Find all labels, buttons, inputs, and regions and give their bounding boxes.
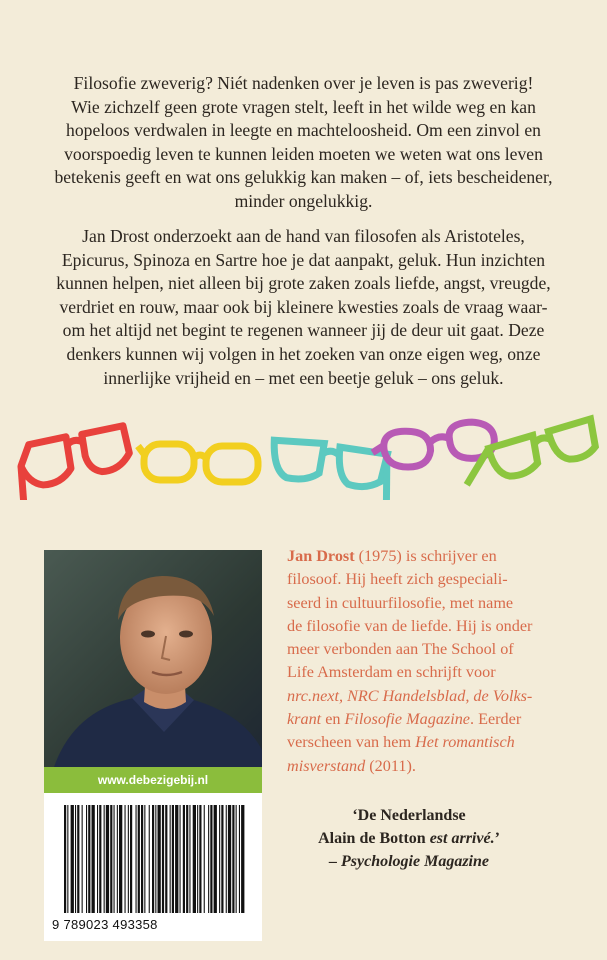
barcode-bar bbox=[158, 805, 161, 913]
glasses-red bbox=[14, 425, 134, 500]
barcode-bar bbox=[138, 805, 140, 913]
barcode-bar bbox=[208, 805, 209, 913]
glasses-yellow bbox=[138, 444, 258, 482]
barcode-bar bbox=[172, 805, 174, 913]
barcode-bar bbox=[241, 805, 244, 913]
bio-text: en bbox=[321, 710, 345, 729]
barcode-bar bbox=[183, 805, 185, 913]
barcode-bar bbox=[144, 805, 145, 913]
barcode-bar bbox=[75, 805, 76, 913]
barcode-bar bbox=[128, 805, 129, 913]
barcode-bar bbox=[189, 805, 190, 913]
barcode-bar bbox=[165, 805, 167, 913]
barcode-bar bbox=[99, 805, 101, 913]
quote-line: ‘De Nederlandse bbox=[352, 807, 466, 824]
author-portrait-image bbox=[44, 550, 262, 767]
bio-line: nrc.next, NRC Handelsblad, de Volks- bbox=[287, 686, 533, 705]
barcode-bar bbox=[130, 805, 132, 913]
blurb-line: innerlijke vrijheid en – met een beetje geluk – ons geluk. bbox=[103, 367, 504, 388]
barcode-bar bbox=[180, 805, 181, 913]
blurb-line: Epicurus, Spinoza en Sartre hoe je dat aanpakt, geluk. Hun inzichten bbox=[61, 249, 546, 270]
blurb-paragraph-1 bbox=[48, 72, 559, 214]
barcode-bar bbox=[162, 805, 164, 913]
barcode-bar bbox=[232, 805, 234, 913]
review-quote bbox=[287, 804, 531, 873]
barcode-bar bbox=[92, 805, 95, 913]
blurb-paragraph-2 bbox=[48, 225, 559, 390]
barcode-bar bbox=[236, 805, 237, 913]
barcode-bar bbox=[82, 805, 83, 913]
barcode-bar bbox=[67, 805, 68, 913]
glasses-illustration bbox=[0, 400, 607, 500]
blurb-line: verdriet en rouw, maar ook bij kleinere kwesties zoals de vraag waar- bbox=[59, 296, 548, 317]
bio-text: (1975) is schrijver en bbox=[354, 547, 497, 565]
blurb-line: betekenis geeft en wat ons gelukkig kan maken – of, iets bescheidener, bbox=[54, 167, 553, 188]
bio-line: seerd in cultuurfilosofie, met name bbox=[287, 593, 514, 612]
bio-book-title: misverstand bbox=[287, 756, 366, 775]
publisher-website: www.debezigebij.nl bbox=[44, 767, 262, 793]
barcode-bar bbox=[77, 805, 79, 913]
blurb-line: kunnen helpen, niet alleen bij grote zaken zoals liefde, angst, vreugde, bbox=[56, 273, 551, 294]
barcode-bar bbox=[186, 805, 188, 913]
bio-text: . Eerder bbox=[469, 710, 522, 729]
barcode-bar bbox=[106, 805, 109, 913]
barcode-bar bbox=[141, 805, 143, 913]
barcode-bar bbox=[210, 805, 212, 913]
barcode-bar bbox=[226, 805, 227, 913]
quote-text: ’ bbox=[494, 830, 500, 847]
quote-text: est arrivé. bbox=[429, 830, 495, 847]
barcode-bar bbox=[125, 805, 126, 913]
barcode-bar bbox=[197, 805, 198, 913]
blurb-line: voorspoedig leven te kunnen leiden moeten we weten wat ons leven bbox=[64, 143, 543, 164]
barcode-bar bbox=[117, 805, 118, 913]
barcode-bar bbox=[199, 805, 201, 913]
blurb-line: denkers kunnen wij volgen in het zoeken van onze eigen weg, onze bbox=[66, 343, 541, 364]
author-photo bbox=[44, 550, 262, 767]
blurb-line: Jan Drost onderzoekt aan de hand van filosofen als Aristoteles, bbox=[82, 226, 525, 246]
glasses-teal bbox=[269, 438, 392, 500]
quote-source: – Psychologie Magazine bbox=[329, 853, 489, 870]
barcode-bar bbox=[136, 805, 137, 913]
bio-line: de filosofie van de liefde. Hij is onder bbox=[287, 616, 533, 635]
blurb-line: hopeloos verdwalen in leegte en machteloosheid. Om een zinvol en bbox=[66, 120, 541, 141]
author-name: Jan Drost bbox=[287, 547, 355, 565]
barcode-bar bbox=[97, 805, 98, 913]
barcode-bar bbox=[221, 805, 223, 913]
barcode-bar bbox=[64, 805, 66, 913]
barcode-bar bbox=[193, 805, 196, 913]
barcode-bar bbox=[219, 805, 220, 913]
barcode-bar bbox=[86, 805, 87, 913]
barcode-bar bbox=[214, 805, 217, 913]
barcode-bar bbox=[228, 805, 231, 913]
blurb-line: om het altijd net begint te regenen wanneer jij de deur uit gaat. Deze bbox=[62, 320, 545, 341]
barcode-bar bbox=[204, 805, 205, 913]
barcode-bar bbox=[88, 805, 90, 913]
author-bio bbox=[287, 545, 587, 778]
blurb-line: Filosofie zweverig? Niét nadenken over je leven is pas zweverig! bbox=[73, 73, 534, 93]
barcode-bar bbox=[239, 805, 240, 913]
barcode-bar bbox=[152, 805, 154, 913]
barcode-bar bbox=[110, 805, 112, 913]
glasses-green bbox=[459, 419, 600, 488]
barcode-bar bbox=[149, 805, 150, 913]
bio-text: verscheen van hem bbox=[287, 733, 416, 752]
bio-publication: krant bbox=[287, 710, 322, 729]
bio-text: (2011). bbox=[365, 756, 416, 775]
bio-line: Life Amsterdam en schrijft voor bbox=[287, 663, 496, 682]
isbn-digits: 9 789023 493358 bbox=[52, 917, 158, 932]
barcode-bar bbox=[71, 805, 74, 913]
bio-book-title: Het romantisch bbox=[415, 733, 515, 752]
quote-text: Alain de Botton bbox=[318, 830, 430, 847]
bio-line: meer verbonden aan The School of bbox=[287, 640, 514, 659]
barcode-bar bbox=[175, 805, 178, 913]
barcode-bar bbox=[119, 805, 122, 913]
blurb-line: minder ongelukkig. bbox=[234, 190, 373, 211]
barcode-bar bbox=[170, 805, 171, 913]
barcode-bar bbox=[114, 805, 115, 913]
bio-line: filosoof. Hij heeft zich gespeciali- bbox=[287, 570, 508, 589]
bio-publication: Filosofie Magazine bbox=[344, 710, 470, 729]
barcode-bar bbox=[155, 805, 156, 913]
blurb-line: Wie zichzelf geen grote vragen stelt, leeft in het wilde weg en kan bbox=[71, 96, 536, 117]
barcode-bar bbox=[104, 805, 105, 913]
